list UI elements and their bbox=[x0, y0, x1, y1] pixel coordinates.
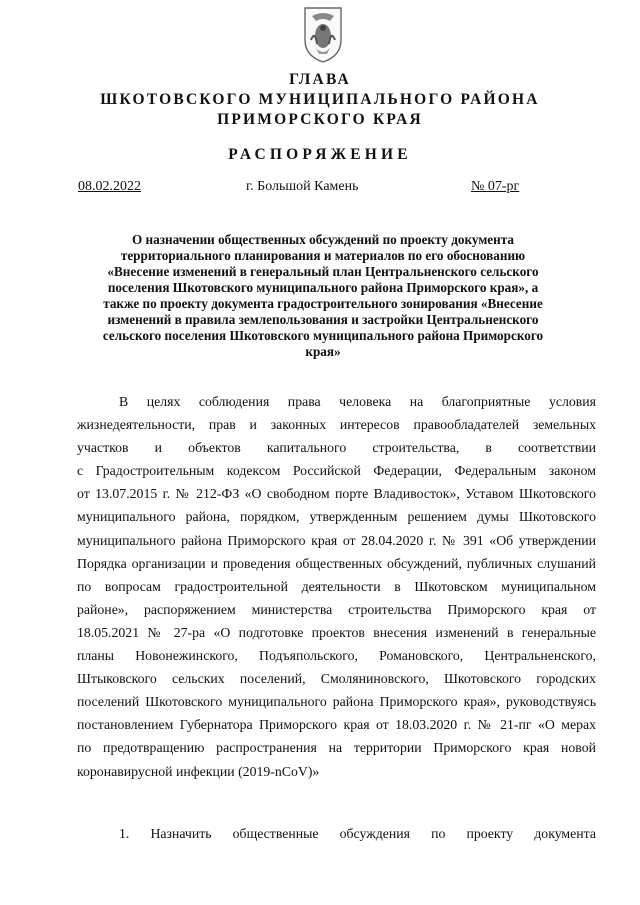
body-line: районе», распоряжением министерства строительства Приморского края от bbox=[77, 601, 596, 617]
title-line: поселения Шкотовского муниципального района Приморского края», а bbox=[107, 280, 539, 295]
body-line: с Градостроительным кодексом Российской Федерации, Федеральным законом bbox=[77, 463, 596, 479]
title-line: изменений в правила землепользования и застройки Центральненского bbox=[107, 312, 539, 327]
title-line: также по проекту документа градостроительного зонирования «Внесение bbox=[103, 296, 543, 311]
body-line: от 13.07.2015 г. № 212-ФЗ «О свободном порте Владивосток», Уставом Шкотовского bbox=[77, 486, 596, 502]
title-line: края» bbox=[305, 344, 341, 359]
body-line: В целях соблюдения права человека на благоприятные условия bbox=[119, 394, 596, 409]
document-number: № 07-рг bbox=[471, 179, 520, 194]
header-line-3: ПРИМОРСКОГО КРАЯ bbox=[217, 111, 423, 128]
body-line: участков и объектов капитального строительства, в соответствии bbox=[77, 440, 596, 456]
body-line: коронавирусной инфекции (2019-nCoV)» bbox=[77, 763, 320, 779]
item-1-line: 1. Назначить общественные обсуждения по проекту документа bbox=[119, 826, 596, 841]
body-line: по предотвращению распространения на территории Приморского края новой bbox=[77, 740, 596, 756]
title-line: «Внесение изменений в генеральный план Центральненского сельского bbox=[107, 264, 539, 279]
document-date: 08.02.2022 bbox=[78, 179, 141, 194]
document-type: РАСПОРЯЖЕНИЕ bbox=[228, 146, 412, 163]
body-line: планы Новонежинского, Подъяпольского, Романовского, Центральненского, bbox=[77, 648, 596, 664]
title-line: О назначении общественных обсуждений по проекту документа bbox=[131, 232, 514, 247]
body-line: по вопросам градостроительной деятельности в Шкотовском муниципальном bbox=[77, 578, 596, 594]
header-line-2: ШКОТОВСКОГО МУНИЦИПАЛЬНОГО РАЙОНА bbox=[100, 91, 540, 108]
item-1-paragraph bbox=[77, 822, 596, 845]
preamble-paragraph bbox=[77, 390, 596, 783]
coat-of-arms-emblem bbox=[303, 6, 343, 64]
header-line-1: ГЛАВА bbox=[289, 71, 351, 88]
body-line: поселений Шкотовского муниципального района Приморского края», руководствуясь bbox=[77, 694, 596, 710]
body-line: 18.05.2021 № 27-ра «О подготовке проектов внесения изменений в генеральные bbox=[77, 624, 596, 640]
body-line: муниципального района Приморского края от 28.04.2020 г. № 391 «Об утверждении bbox=[77, 532, 596, 548]
body-line: муниципального района, порядком, утвержденным решением думы Шкотовского bbox=[77, 509, 596, 525]
title-line: сельского поселения Шкотовского муниципального района Приморского bbox=[102, 328, 544, 343]
title-line: территориального планирования и материалов по его обоснованию bbox=[120, 248, 526, 263]
body-line: жизнедеятельности, прав и законных интересов правообладателей земельных bbox=[77, 417, 596, 433]
document-title bbox=[88, 232, 558, 360]
body-line: Штыковского сельских поселений, Смоляниновского, Шкотовского городских bbox=[77, 671, 596, 687]
body-line: постановлением Губернатора Приморского края от 18.03.2020 г. № 21-пг «О мерах bbox=[77, 717, 596, 733]
document-place: г. Большой Камень bbox=[246, 179, 359, 194]
body-line: Порядка организации и проведения общественных обсуждений, публичных слушаний bbox=[77, 555, 596, 571]
